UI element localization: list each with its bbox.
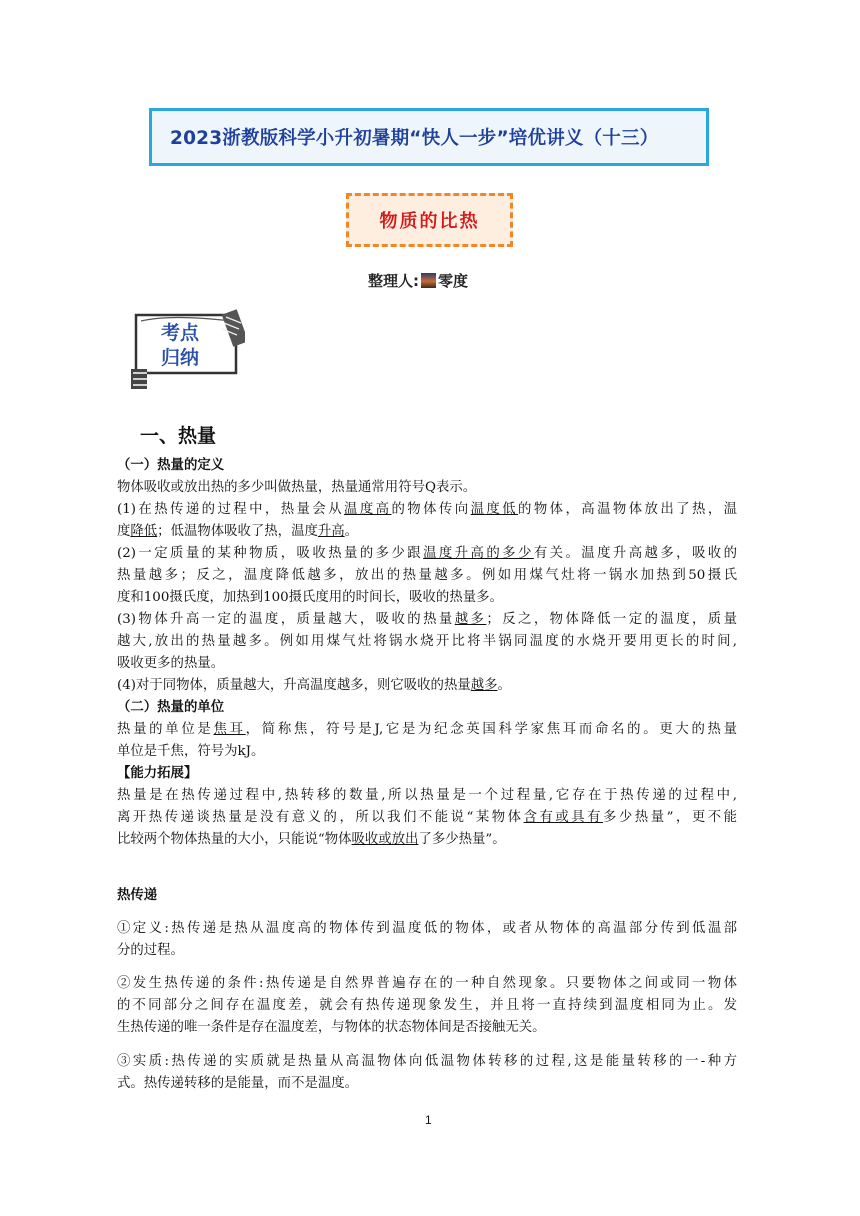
heat-transfer-body xyxy=(117,885,737,907)
organizer-line xyxy=(368,270,468,291)
p1-line1: (1)在热传递的过程中，热量会从温度高的物体传向温度低的物体，高温物体放出了热，温 xyxy=(117,502,738,517)
topic-box xyxy=(346,193,513,247)
topic-title: 物质的比热 xyxy=(379,211,480,232)
p3-line1: (3)物体升高一定的温度，质量越大，吸收的热量越多；反之，物体降低一定的温度，质量 xyxy=(117,612,738,627)
p3-line3: 吸收更多的热量。 xyxy=(117,656,225,671)
unit-line1: 热量的单位是焦耳，简称焦，符号是J,它是为纪念英国科学家焦耳而命名的。更大的热量 xyxy=(117,722,738,737)
p2-line2: 热量越多；反之，温度降低越多，放出的热量越多。例如用煤气灶将一锅水加热到50摄氏 xyxy=(117,568,737,583)
extension-heading: 【能力拓展】 xyxy=(117,766,198,781)
def-line1: ①定义:热传递是热从温度高的物体传到温度低的物体，或者从物体的高温部分传到低温部 xyxy=(117,921,737,936)
def-line2: 分的过程。 xyxy=(117,943,184,958)
definition-block xyxy=(117,918,737,962)
p1-line2: 度降低；低温物体吸收了热，温度升高。 xyxy=(117,524,359,539)
p2-line3: 度和100摄氏度，加热到100摄氏度用的时间长，吸收的热量多。 xyxy=(117,590,503,605)
cond-line2: 的不同部分之间存在温度差，就会有热传递现象发生，并且将一直持续到温度相同为止。发 xyxy=(117,998,737,1013)
cond-line1: ②发生热传递的条件:热传递是自然界普遍存在的一种自然现象。只要物体之间或同一物体 xyxy=(117,976,737,991)
title-box xyxy=(149,108,709,166)
page-number: 1 xyxy=(425,1113,432,1127)
section1-body xyxy=(117,455,737,851)
heat-transfer-heading: 热传递 xyxy=(117,888,158,903)
organizer-avatar-icon xyxy=(421,273,436,288)
badge-line2: 归纳 xyxy=(161,347,200,369)
unit-line2: 单位是千焦，符号为kJ。 xyxy=(117,744,265,759)
organizer-name: 零度 xyxy=(438,272,469,290)
ess-line2: 式。热传递转移的是能量，而不是温度。 xyxy=(117,1076,359,1091)
cond-line3: 生热传递的唯一条件是存在温度差，与物体的状态物体间是否接触无关。 xyxy=(117,1020,546,1035)
organizer-label: 整理人: xyxy=(368,272,419,290)
ext-line1: 热量是在热传递过程中,热转移的数量,所以热量是一个过程量,它存在于热传递的过程中, xyxy=(117,788,737,803)
sub1-heading: （一）热量的定义 xyxy=(117,458,225,473)
document-title: 2023浙教版科学小升初暑期“快人一步”培优讲义（十三） xyxy=(170,128,659,149)
ess-line1: ③实质:热传递的实质就是热量从高温物体向低温物体转移的过程,这是能量转移的一-种方 xyxy=(117,1054,737,1069)
badge-line1: 考点 xyxy=(161,322,200,344)
condition-block xyxy=(117,973,737,1039)
badge-icon xyxy=(131,309,245,389)
p4-line: (4)对于同物体，质量越大，升高温度越多，则它吸收的热量越多。 xyxy=(117,678,511,693)
sub2-heading: （二）热量的单位 xyxy=(117,700,225,715)
section-heading-heat: 一、热量 xyxy=(140,425,217,447)
p2-line1: (2)一定质量的某种物质，吸收热量的多少跟温度升高的多少有关。温度升高越多，吸收的 xyxy=(117,546,738,561)
p3-line2: 越大,放出的热量越多。例如用煤气灶将锅水烧开比将半锅同温度的水烧开要用更长的时间, xyxy=(117,634,737,649)
ext-line3: 比较两个物体热量的大小，只能说“物体吸收或放出了多少热量”。 xyxy=(117,832,506,847)
intro-line: 物体吸收或放出热的多少叫做热量，热量通常用符号Q表示。 xyxy=(117,480,477,495)
essence-block xyxy=(117,1051,737,1095)
ext-line2: 离开热传递谈热量是没有意义的，所以我们不能说“某物体含有或具有多少热量”，更不能 xyxy=(117,810,737,825)
